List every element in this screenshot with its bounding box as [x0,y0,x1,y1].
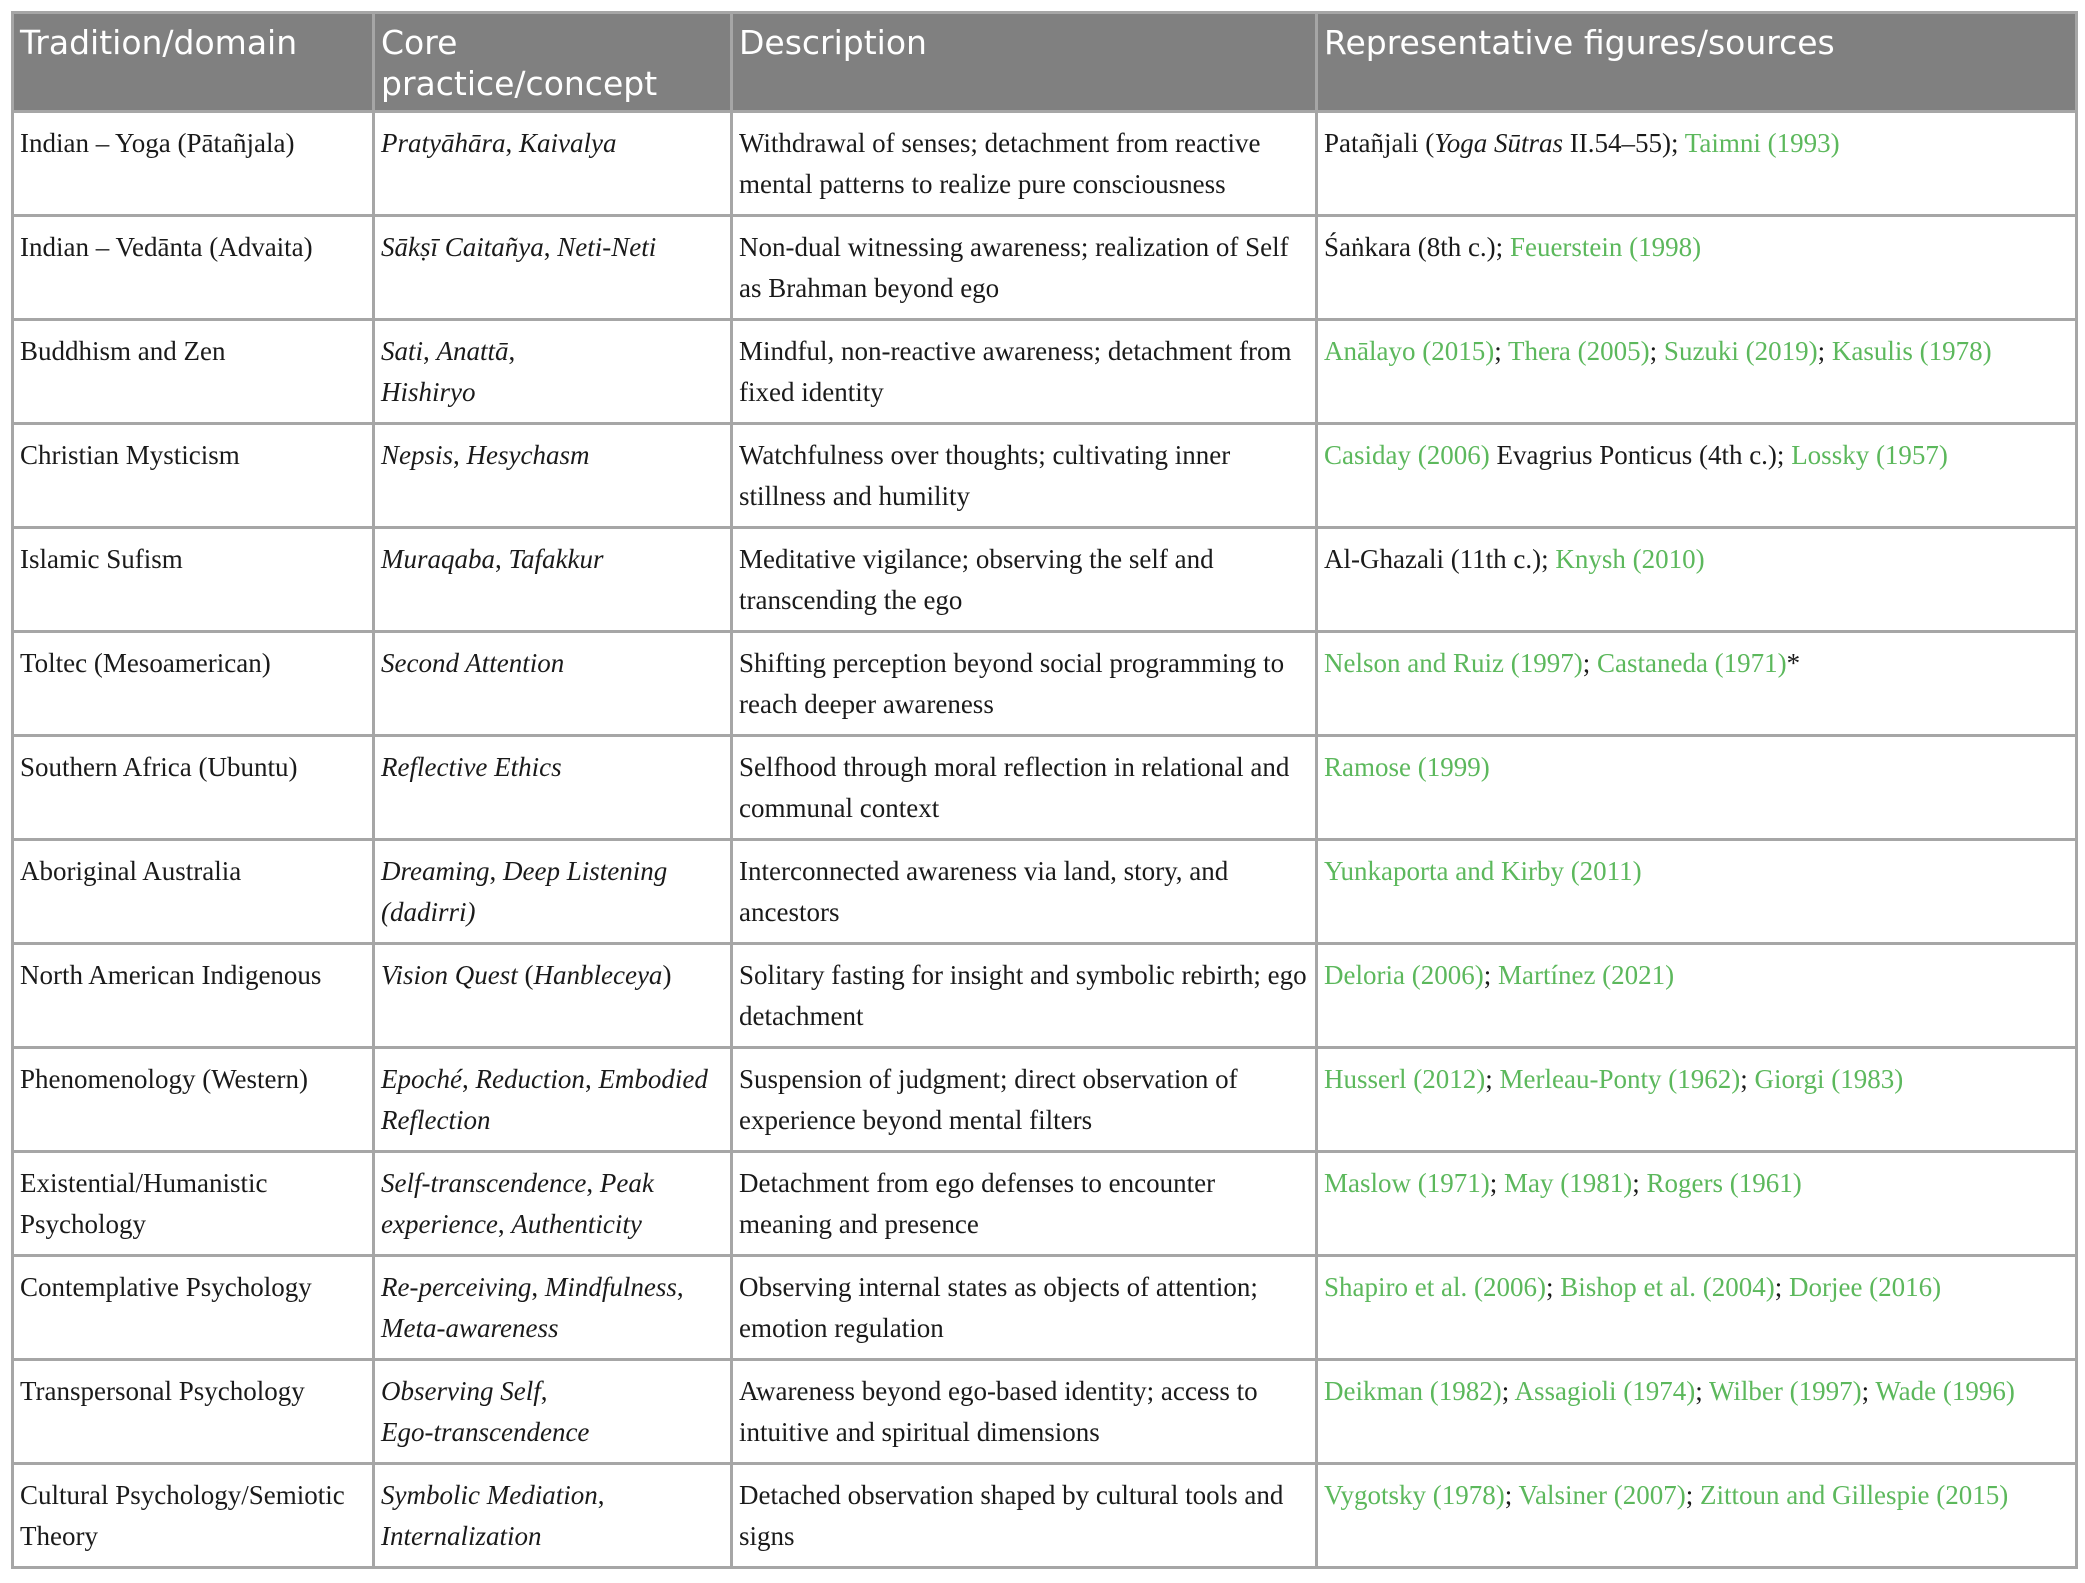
text-segment: , [597,1480,605,1510]
table-row [13,1360,2077,1464]
cell-tradition [13,840,374,944]
citation-link[interactable]: Husserl (2012) [1324,1064,1486,1094]
text-segment: Toltec (Mesoamerican) [20,648,271,678]
cell-sources [1317,528,2077,632]
citation-link[interactable]: Deloria (2006) [1324,960,1484,990]
citation-link[interactable]: Lossky (1957) [1791,440,1948,470]
table-row [13,320,2077,424]
text-segment: ; [1632,1168,1647,1198]
table-row [13,736,2077,840]
cell-description [732,1464,1317,1568]
text-segment: Anattā [436,336,509,366]
cell-tradition [13,112,374,216]
text-segment: ; [1489,1168,1504,1198]
text-segment: Śaṅkara (8th c.); [1324,232,1510,262]
citation-link[interactable]: Shapiro et al. (2006) [1324,1272,1546,1302]
cell-description [732,1152,1317,1256]
text-segment: Epoché [381,1064,462,1094]
text-segment: Kaivalya [519,128,617,158]
text-segment: ; [1740,1064,1755,1094]
text-segment: , [676,1272,684,1302]
text-segment: , [505,128,519,158]
text-segment: Hishiryo [381,377,476,407]
table-row [13,1256,2077,1360]
citation-link[interactable]: Taimni (1993) [1684,128,1840,158]
header-description: Description [732,13,1317,112]
text-segment: Self-transcendence [381,1168,587,1198]
cell-description [732,736,1317,840]
citation-link[interactable]: Anālayo (2015) [1324,336,1495,366]
text-segment: Hesychasm [466,440,590,470]
text-segment: Shifting perception beyond social programming to reach deeper awareness [739,648,1285,719]
table-row [13,840,2077,944]
citation-link[interactable]: Vygotsky (1978) [1324,1480,1505,1510]
citation-link[interactable]: Wade (1996) [1875,1376,2015,1406]
table-row [13,1464,2077,1568]
cell-core-practice [374,528,732,632]
cell-core-practice [374,944,732,1048]
text-segment: Dreaming [381,856,490,886]
text-segment: Meta-awareness [381,1313,559,1343]
cell-core-practice [374,1464,732,1568]
cell-core-practice [374,320,732,424]
cell-sources [1317,1464,2077,1568]
cell-sources [1317,632,2077,736]
text-segment: Withdrawal of senses; detachment from reactive mental patterns to realize pure consciousness [739,128,1261,199]
cell-description [732,1360,1317,1464]
citation-link[interactable]: Merleau-Ponty (1962) [1499,1064,1741,1094]
cell-sources [1317,840,2077,944]
text-segment: , [461,1064,476,1094]
citation-link[interactable]: Deikman (1982) [1324,1376,1502,1406]
text-segment: Indian – Yoga (Pātañjala) [20,128,295,158]
text-segment: Observing Self [381,1376,541,1406]
text-segment: ; [1483,960,1498,990]
text-segment: Peak experience [381,1168,654,1239]
citation-link[interactable]: Wilber (1997) [1708,1376,1862,1406]
text-segment: Neti-Neti [557,232,657,262]
text-segment: Non-dual witnessing awareness; realization of Self as Brahman beyond ego [739,232,1289,303]
citation-link[interactable]: Suzuki (2019) [1663,336,1818,366]
table-row [13,944,2077,1048]
table-row [13,632,2077,736]
text-segment: , [540,1376,548,1406]
citation-link[interactable]: Bishop et al. (2004) [1560,1272,1775,1302]
text-segment: Reduction [475,1064,585,1094]
text-segment: , [453,440,467,470]
text-segment: Patañjali ( [1324,128,1435,158]
cell-core-practice [374,1152,732,1256]
cell-core-practice [374,632,732,736]
text-segment: Phenomenology (Western) [20,1064,309,1094]
citation-link[interactable]: Casiday (2006) [1324,440,1490,470]
text-segment: Observing internal states as objects of attention; emotion regulation [739,1272,1258,1343]
text-segment: Hanbleceya [533,960,663,990]
citation-link[interactable]: Valsiner (2007) [1518,1480,1686,1510]
text-segment: , [497,1209,512,1239]
text-segment: Symbolic Mediation [381,1480,598,1510]
header-row [13,13,2077,112]
text-segment: Authenticity [511,1209,642,1239]
cell-description [732,1048,1317,1152]
table-row [13,424,2077,528]
text-segment: ( [517,960,534,990]
text-segment: Contemplative Psychology [20,1272,312,1302]
cell-core-practice [374,424,732,528]
cell-tradition [13,1256,374,1360]
text-segment: , [586,1168,600,1198]
table-row [13,528,2077,632]
cell-description [732,840,1317,944]
table-row [13,1048,2077,1152]
text-segment: Reflective Ethics [381,752,562,782]
text-segment: ; [1504,1480,1519,1510]
text-segment: ; [1685,1480,1700,1510]
text-segment: ) [662,960,672,990]
text-segment: Selfhood through moral reflection in relational and communal context [739,752,1290,823]
cell-tradition [13,944,374,1048]
cell-tradition [13,1464,374,1568]
text-segment: Deep Listening (dadirri) [381,856,668,927]
citation-link[interactable]: Giorgi (1983) [1754,1064,1904,1094]
header-sources: Representative figures/sources [1317,13,2077,112]
cell-sources [1317,216,2077,320]
citation-link[interactable]: Feuerstein (1998) [1509,232,1702,262]
text-segment: Existential/Humanistic Psychology [20,1168,268,1239]
cell-description [732,112,1317,216]
header-tradition: Tradition/domain [13,13,374,112]
cell-sources [1317,424,2077,528]
text-segment: * [1786,648,1801,678]
cell-core-practice [374,216,732,320]
cell-description [732,528,1317,632]
text-segment: Southern Africa (Ubuntu) [20,752,298,782]
cell-description [732,632,1317,736]
text-segment: Cultural Psychology/Semiotic Theory [20,1480,345,1551]
text-segment: Mindful, non-reactive awareness; detachment from fixed identity [739,336,1292,407]
cell-sources [1317,320,2077,424]
cell-tradition [13,632,374,736]
cell-tradition [13,320,374,424]
text-segment: ; [1494,336,1508,366]
text-segment: Islamic Sufism [20,544,183,574]
text-segment: , [495,544,509,574]
text-segment: Nepsis [381,440,454,470]
cell-tradition [13,424,374,528]
text-segment: , [508,336,516,366]
text-segment: Sākṣī Caitañya [381,232,544,262]
text-segment: , [584,1064,599,1094]
cell-tradition [13,736,374,840]
text-segment: Transpersonal Psychology [20,1376,305,1406]
citation-link[interactable]: Ramose (1999) [1324,752,1490,782]
text-segment: ; [1774,1272,1789,1302]
text-segment: , [489,856,503,886]
text-segment: Embodied Reflection [381,1064,708,1135]
text-segment: , [423,336,437,366]
text-segment: Vision Quest [381,960,518,990]
text-segment: Suspension of judgment; direct observation of experience beyond mental filters [739,1064,1238,1135]
text-segment: Al-Ghazali (11th c.); [1324,544,1556,574]
text-segment: Solitary fasting for insight and symbolic rebirth; ego detachment [739,960,1307,1031]
text-segment: Buddhism and Zen [20,336,226,366]
cell-sources [1317,736,2077,840]
table-row [13,112,2077,216]
text-segment: ; [1817,336,1832,366]
cell-core-practice [374,1048,732,1152]
text-segment: ; [1485,1064,1500,1094]
text-segment: Ego-transcendence [381,1417,590,1447]
text-segment: ; [1649,336,1664,366]
text-segment: Meditative vigilance; observing the self and transcending the ego [739,544,1214,615]
text-segment: Detached observation shaped by cultural tools and signs [739,1480,1284,1551]
text-segment: , [531,1272,545,1302]
text-segment: Internalization [381,1521,542,1551]
text-segment: Interconnected awareness via land, story, and ancestors [739,856,1229,927]
citation-link[interactable]: Thera (2005) [1507,336,1650,366]
cell-tradition [13,528,374,632]
text-segment: ; [1545,1272,1561,1302]
text-segment: Watchfulness over thoughts; cultivating inner stillness and humility [739,440,1231,511]
citation-link[interactable]: Castaneda (1971) [1596,648,1787,678]
cell-sources [1317,1152,2077,1256]
table-row [13,216,2077,320]
cell-sources [1317,112,2077,216]
text-segment: II.54–55); [1563,128,1685,158]
text-segment: ; [1501,1376,1515,1406]
cell-sources [1317,1256,2077,1360]
cell-description [732,216,1317,320]
cell-tradition [13,1048,374,1152]
text-segment: Indian – Vedānta (Advaita) [20,232,313,262]
text-segment: Awareness beyond ego-based identity; access to intuitive and spiritual dimensions [739,1376,1258,1447]
cell-tradition [13,216,374,320]
cell-tradition [13,1360,374,1464]
cell-description [732,944,1317,1048]
cell-description [732,424,1317,528]
cell-core-practice [374,112,732,216]
text-segment: Yoga Sūtras [1434,128,1564,158]
cell-tradition [13,1152,374,1256]
cell-sources [1317,944,2077,1048]
cell-core-practice [374,1360,732,1464]
citation-link[interactable]: Assagioli (1974) [1514,1376,1696,1406]
text-segment: Re-perceiving [381,1272,532,1302]
citation-link[interactable]: Knysh (2010) [1555,544,1705,574]
text-segment: ; [1861,1376,1876,1406]
text-segment: Pratyāhāra [381,128,506,158]
citation-link[interactable]: Kasulis (1978) [1831,336,1992,366]
text-segment: Sati [381,336,424,366]
traditions-table [11,11,2078,1569]
text-segment: Aboriginal Australia [20,856,242,886]
text-segment: ; [1582,648,1597,678]
citation-link[interactable]: May (1981) [1504,1168,1633,1198]
citation-link[interactable]: Martínez (2021) [1497,960,1675,990]
citation-link[interactable]: Yunkaporta and Kirby (2011) [1324,856,1642,886]
text-segment: , [543,232,558,262]
header-core-practice: Core practice/concept [374,13,732,112]
text-segment: Mindfulness [544,1272,677,1302]
cell-core-practice [374,736,732,840]
cell-sources [1317,1048,2077,1152]
citation-link[interactable]: Maslow (1971) [1324,1168,1490,1198]
cell-description [732,320,1317,424]
text-segment: Second Attention [381,648,565,678]
text-segment: Detachment from ego defenses to encounter meaning and presence [739,1168,1216,1239]
citation-link[interactable]: Dorjee (2016) [1788,1272,1942,1302]
text-segment: ; [1695,1376,1709,1406]
table-row [13,1152,2077,1256]
cell-description [732,1256,1317,1360]
text-segment: Evagrius Ponticus (4th c.); [1489,440,1792,470]
text-segment: North American Indigenous [20,960,322,990]
citation-link[interactable]: Nelson and Ruiz (1997) [1324,648,1583,678]
cell-core-practice [374,1256,732,1360]
citation-link[interactable]: Zittoun and Gillespie (2015) [1700,1480,2009,1510]
text-segment: Muraqaba [381,544,495,574]
cell-sources [1317,1360,2077,1464]
citation-link[interactable]: Rogers (1961) [1646,1168,1802,1198]
text-segment: Christian Mysticism [20,440,240,470]
cell-core-practice [374,840,732,944]
text-segment: Tafakkur [508,544,604,574]
